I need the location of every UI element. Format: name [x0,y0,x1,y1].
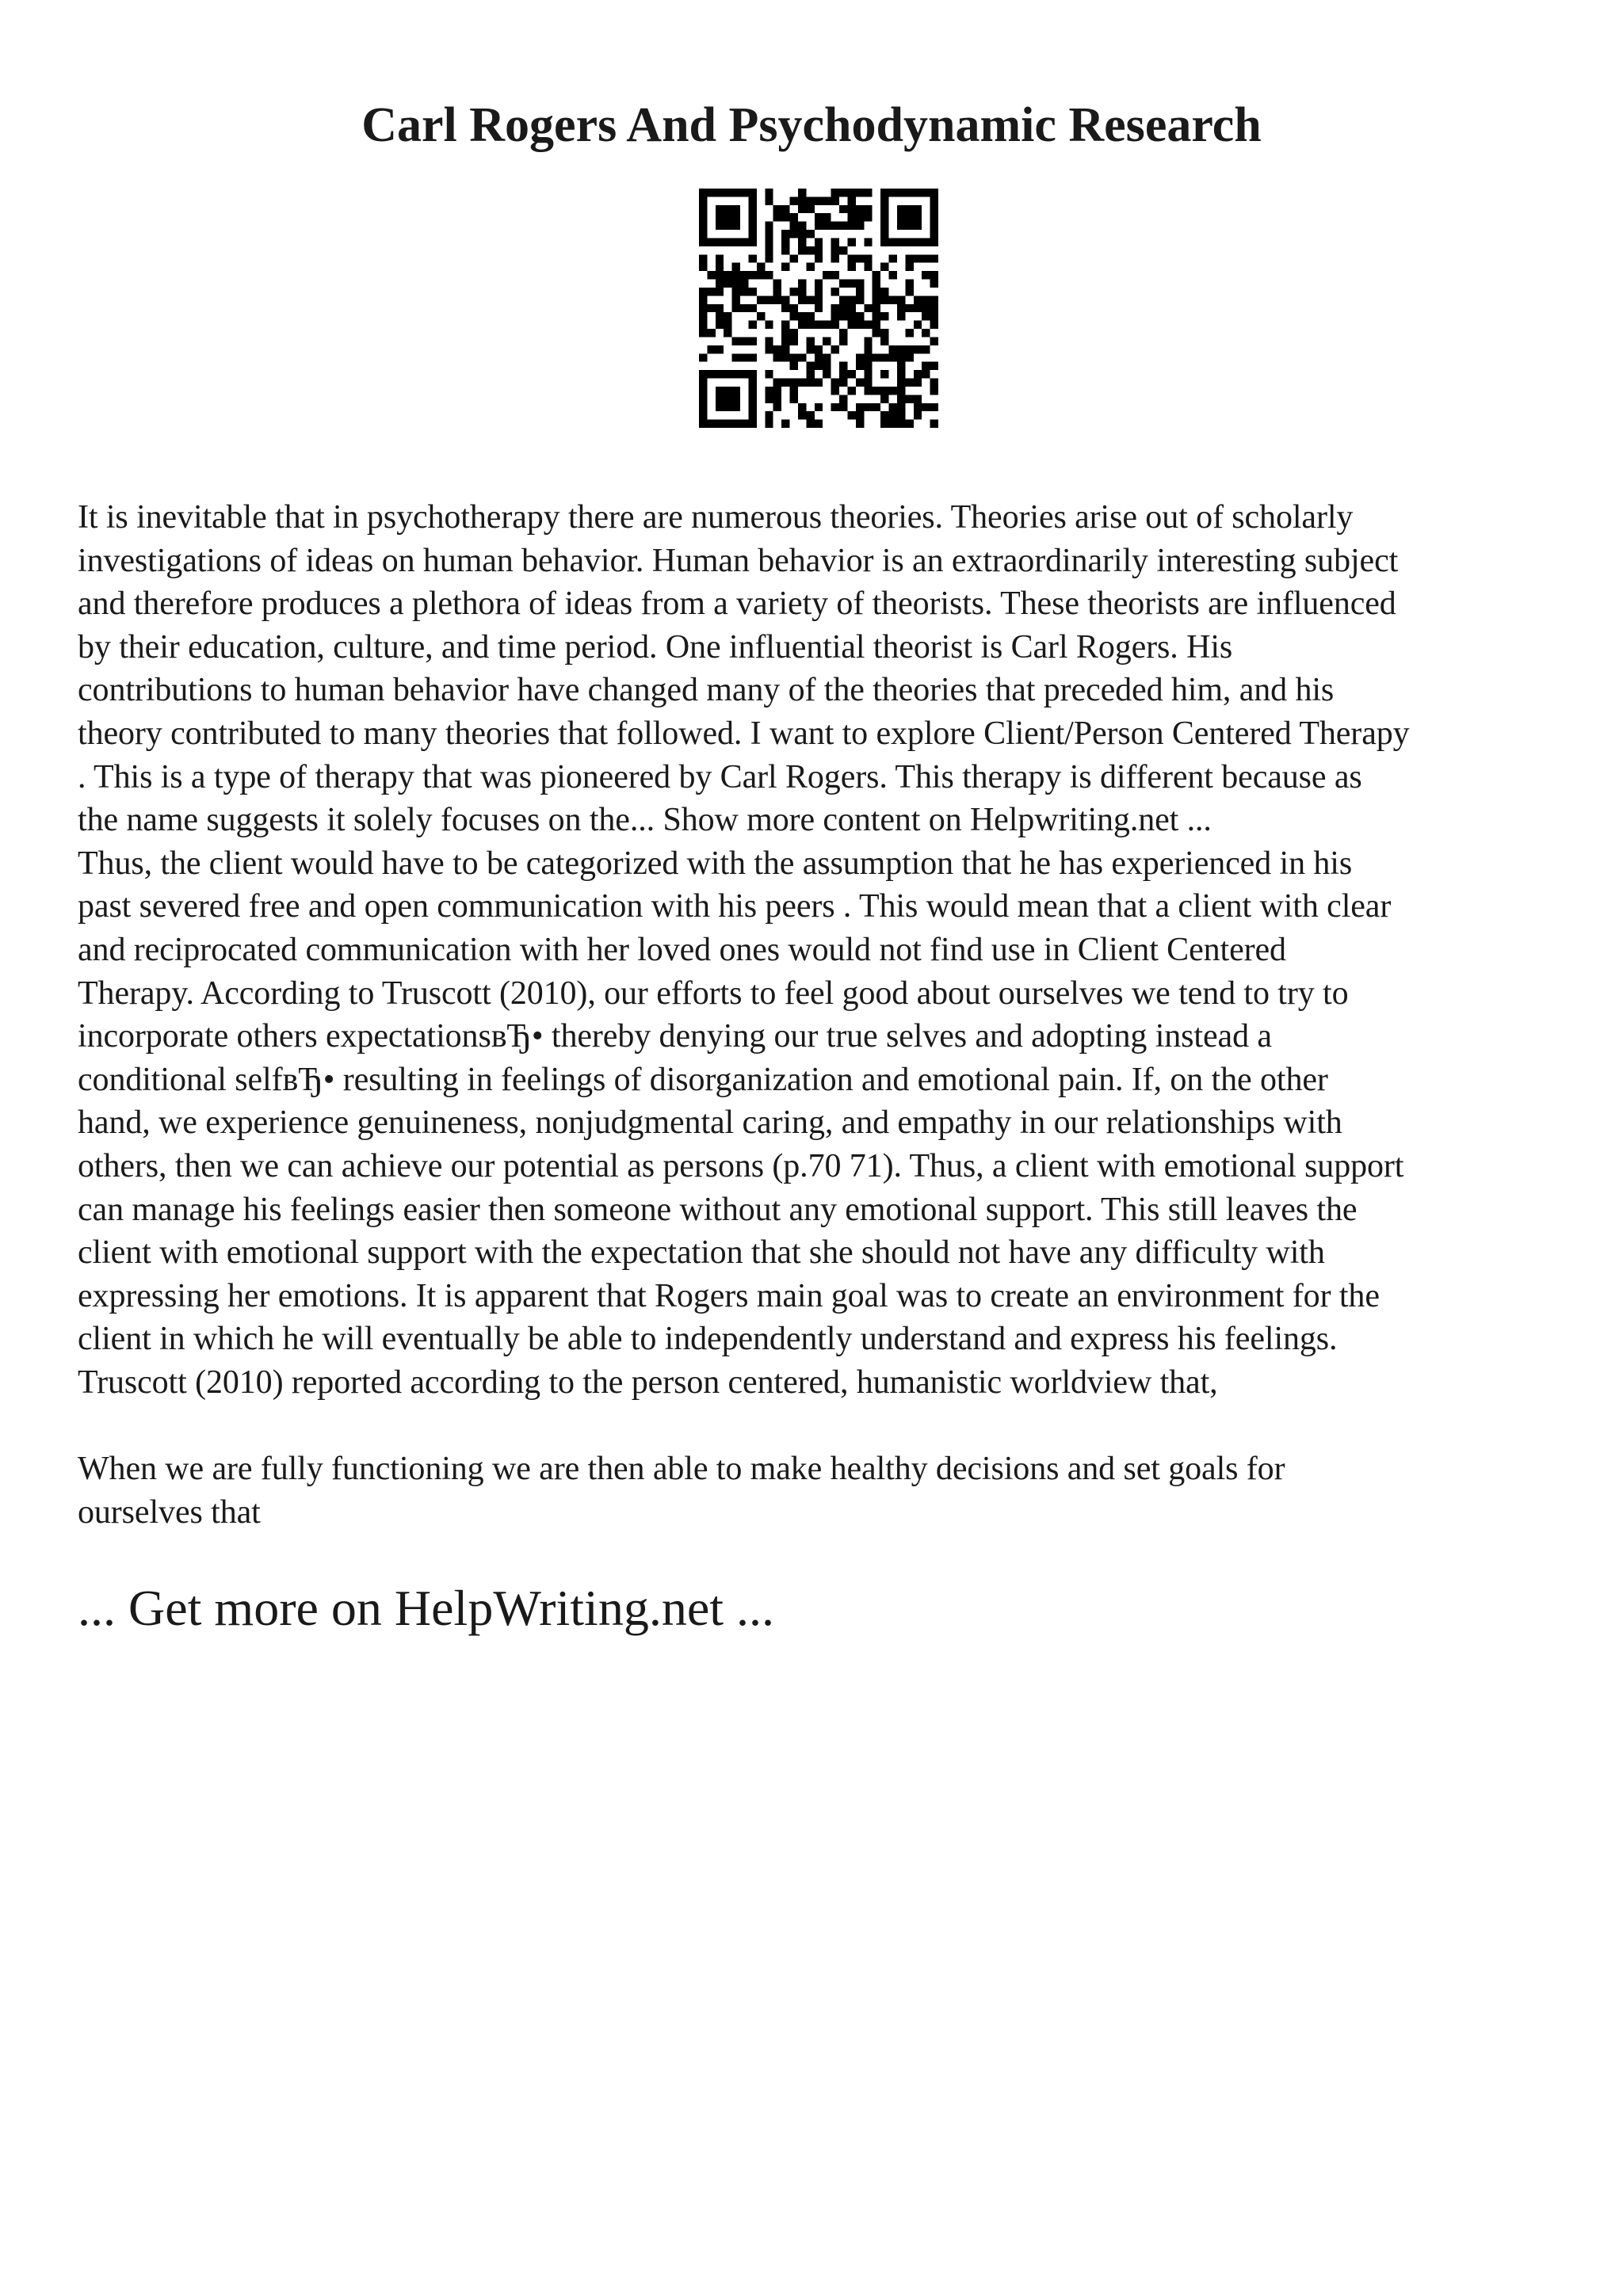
qr-code-graphic [699,189,938,428]
essay-body: It is inevitable that in psychotherapy there are numerous theories. Theories arise out of scholarly investigations of ideas on human behavior. Human behavior is an extraordinarily interesting subject and therefore produces a plethora of ideas from a variety of theorists. These theorists are influenced by their education, culture, and time period. One influential theorist is Carl Rogers. His contributions to human behavior have changed many of the theories that preceded him, and his theory contributed to many theories that followed. I want to explore Client/Person Centered Therapy . This is a type of therapy that was pioneered by Carl Rogers. This therapy is different because as the name suggests it solely focuses on the... Show more content on Helpwriting.net ... Thus, the client would have to be categorized with the assumption that he has experienced in his past severed free and open communication with his peers . This would mean that a client with clear and reciprocated communication with her loved ones would not find use in Client Centered Therapy. According to Truscott (2010), our efforts to feel good about ourselves we tend to try to incorporate others expectationsвЂ• thereby denying our true selves and adopting instead a conditional selfвЂ• resulting in feelings of disorganization and emotional pain. If, on the other hand, we experience genuineness, nonjudgmental caring, and empathy in our relationships with others, then we can achieve our potential as persons (p.70 71). Thus, a client with emotional support can manage his feelings easier then someone without any emotional support. This still leaves the client with emotional support with the expectation that she should not have any difficulty with expressing her emotions. It is apparent that Rogers main goal was to create an environment for the client in which he will eventually be able to independently understand and express his feelings. Truscott (2010) reported according to the person centered, humanistic worldview that, When we are fully functioning we are then able to make healthy decisions and set goals for ourselves that [78,499,1410,1531]
document-title: Carl Rogers And Psychodynamic Research [361,98,1262,152]
qr-code-icon [699,189,938,428]
get-more-link[interactable]: ... Get more on HelpWriting.net ... [78,1580,774,1636]
